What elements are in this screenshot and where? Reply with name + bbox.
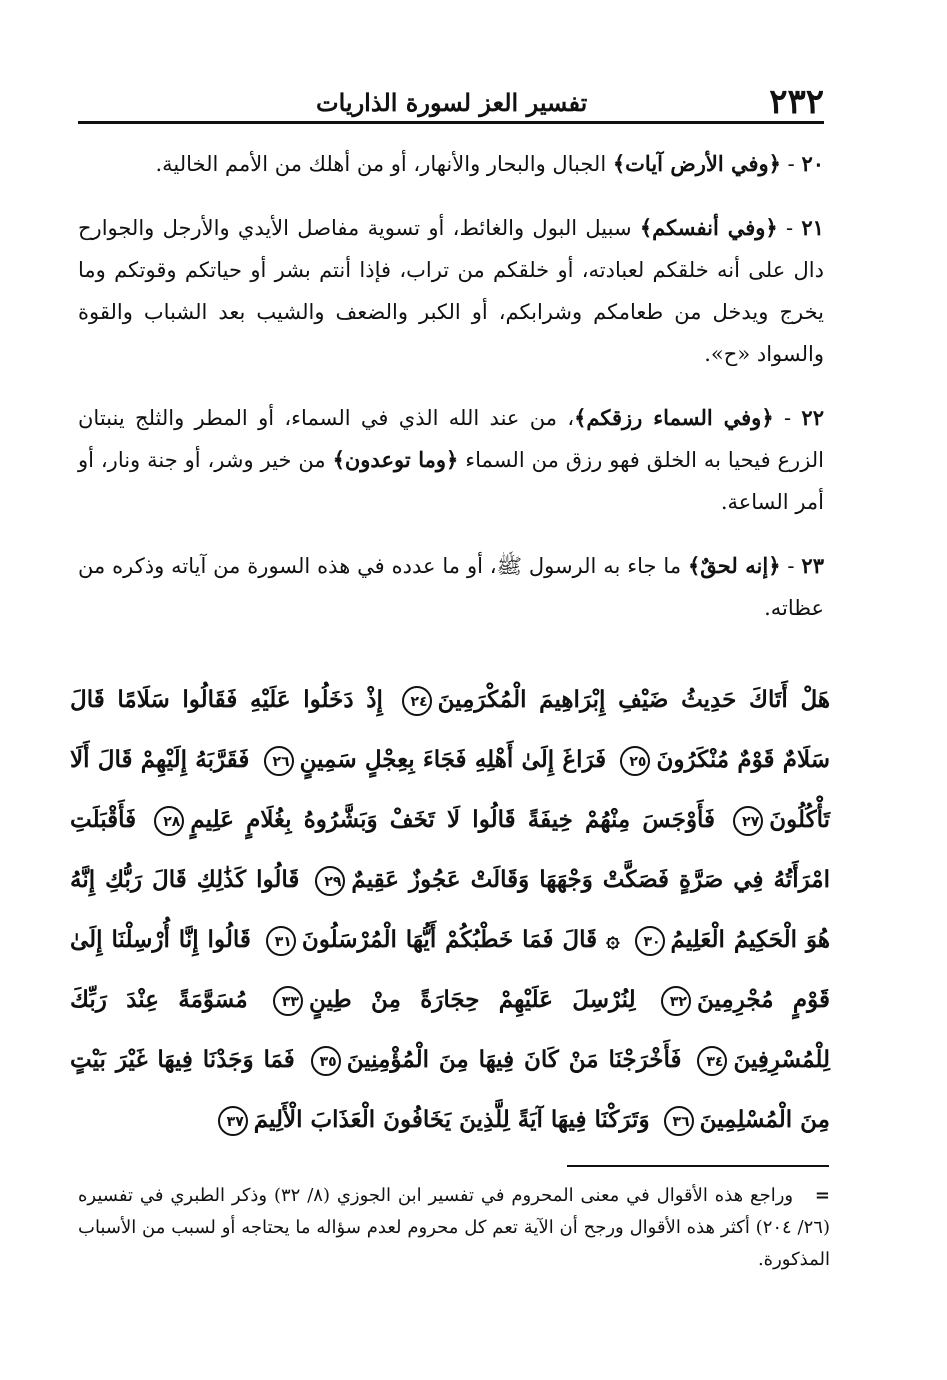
ayah-number-mark: ٢٧ bbox=[733, 806, 763, 836]
entry-text: سبيل البول والغائط، أو تسوية مفاصل الأيدي والأرجل والجوارح دال على أنه خلقكم لعبادته، أو خلقكم من تراب، فإذا أنتم بشر أو حياتكم وقوتكم وما يخرج ويدخل من طعامكم وشرابكم، أو الكبر والضعف والشيب بعد الشباب والقوة والسواد «ح». bbox=[78, 216, 824, 366]
entry-dash: - bbox=[780, 554, 795, 578]
entry-quote: ﴿وفي أنفسكم﴾ bbox=[639, 215, 778, 240]
entry-23 bbox=[78, 545, 824, 629]
footnote-continuation-marker: = bbox=[814, 1185, 830, 1206]
ayah-text: فَمَا وَجَدْنَا فِيهَا غَيْرَ بَيْتٍ مِنَ الْمُسْلِمِينَ bbox=[70, 1046, 830, 1133]
ayah-number-mark: ٣٦ bbox=[664, 1106, 694, 1136]
ayah-text: قَالُوا كَذَٰلِكِ قَالَ رَبُّكِ إِنَّهُ هُوَ الْحَكِيمُ الْعَلِيمُ bbox=[70, 866, 830, 953]
ayah-number-mark: ٣٠ bbox=[635, 926, 665, 956]
ayah-text: وَتَرَكْنَا فِيهَا آيَةً لِلَّذِينَ يَخَافُونَ الْعَذَابَ الْأَلِيمَ bbox=[253, 1106, 650, 1133]
page-header bbox=[78, 78, 824, 124]
quran-passage bbox=[70, 670, 830, 1150]
ayah-text: فَأَخْرَجْنَا مَنْ كَانَ فِيهَا مِنَ الْمُؤْمِنِينَ bbox=[346, 1046, 682, 1073]
entry-dash: - bbox=[780, 152, 795, 176]
ayah-text: فَقَرَّبَهُ إِلَيْهِمْ قَالَ أَلَا تَأْكُلُونَ bbox=[70, 746, 830, 833]
ayah-text: هَلْ أَتَاكَ حَدِيثُ ضَيْفِ إِبْرَاهِيمَ الْمُكْرَمِينَ bbox=[437, 686, 831, 713]
ayah-text: لِنُرْسِلَ عَلَيْهِمْ حِجَارَةً مِنْ طِينٍ bbox=[308, 986, 636, 1013]
commentary-body bbox=[78, 143, 824, 651]
ayah-text: إِذْ دَخَلُوا عَلَيْهِ فَقَالُوا سَلَامًا قَالَ سَلَامٌ قَوْمٌ مُنْكَرُونَ bbox=[70, 686, 830, 773]
header-rule bbox=[78, 121, 824, 124]
entry-quote-secondary: ﴿وما توعدون﴾ bbox=[332, 447, 459, 472]
ayah-number-mark: ٢٥ bbox=[620, 746, 650, 776]
footnote bbox=[78, 1180, 830, 1276]
ayah-text: قَالُوا إِنَّا أُرْسِلْنَا إِلَىٰ قَوْمٍ مُجْرِمِينَ bbox=[70, 926, 831, 1013]
entry-text: الجبال والبحار والأنهار، أو من أهلك من الأمم الخالية. bbox=[155, 152, 607, 176]
ayah-text: ۞ قَالَ فَمَا خَطْبُكُمْ أَيُّهَا الْمُرْسَلُونَ bbox=[301, 926, 620, 953]
ayah-text: مُسَوَّمَةً عِنْدَ رَبِّكَ لِلْمُسْرِفِينَ bbox=[70, 986, 831, 1073]
ayah-number-mark: ٢٨ bbox=[154, 806, 184, 836]
entry-text: ، من عند الله الذي في السماء، أو المطر والثلج ينبتان الزرع فيحيا به الخلق فهو رزق من السماء bbox=[78, 406, 825, 472]
ayah-number-mark: ٢٤ bbox=[402, 686, 432, 716]
running-title: تفسير العز لسورة الذاريات bbox=[316, 88, 588, 117]
ayah-number-mark: ٣٥ bbox=[311, 1046, 341, 1076]
footnote-text: وراجع هذه الأقوال في معنى المحروم في تفسير ابن الجوزي (٨/ ٣٢) وذكر الطبري في تفسيره (٢٦/ ٢٠٤) أكثر هذه الأقوال ورجح أن الآية تعم كل محروم لعدم سؤاله ما يحتاجه أو لسبب من الأسباب المذكورة. bbox=[78, 1185, 830, 1270]
footnote-rule bbox=[567, 1165, 829, 1167]
entry-dash: - bbox=[773, 406, 792, 430]
entry-text: ما جاء به الرسول ﷺ، أو ما عدده في هذه السورة من آياته وذكره من عظاته. bbox=[78, 554, 824, 620]
entry-20 bbox=[78, 143, 824, 185]
entry-text-secondary: من خير وشر، أو جنة ونار، أو أمر الساعة. bbox=[78, 448, 824, 514]
entry-number: ٢٣ bbox=[801, 553, 824, 578]
ayah-text: فَأَوْجَسَ مِنْهُمْ خِيفَةً قَالُوا لَا تَخَفْ وَبَشَّرُوهُ بِغُلَامٍ عَلِيمٍ bbox=[190, 806, 716, 833]
entry-number: ٢٠ bbox=[801, 151, 824, 176]
ayah-text: فَأَقْبَلَتِ امْرَأَتُهُ فِي صَرَّةٍ فَصَكَّتْ وَجْهَهَا وَقَالَتْ عَجُوزٌ عَقِيمٌ bbox=[70, 806, 830, 893]
entry-21 bbox=[78, 207, 824, 375]
ayah-number-mark: ٣٣ bbox=[273, 986, 303, 1016]
ayah-number-mark: ٢٩ bbox=[315, 866, 345, 896]
ayah-number-mark: ٣١ bbox=[266, 926, 296, 956]
entry-dash: - bbox=[777, 216, 794, 240]
page-number: ٢٣٢ bbox=[769, 82, 824, 122]
entry-22 bbox=[78, 397, 824, 523]
entry-quote: ﴿وفي الأرض آيات﴾ bbox=[612, 151, 781, 176]
ayah-number-mark: ٣٢ bbox=[661, 986, 691, 1016]
ayah-number-mark: ٣٤ bbox=[697, 1046, 727, 1076]
entry-number: ٢٢ bbox=[801, 405, 824, 430]
entry-quote: ﴿وفي السماء رزقكم﴾ bbox=[574, 405, 774, 430]
ayah-number-mark: ٢٦ bbox=[264, 746, 294, 776]
ayah-number-mark: ٣٧ bbox=[218, 1106, 248, 1136]
ayah-text: فَرَاغَ إِلَىٰ أَهْلِهِ فَجَاءَ بِعِجْلٍ سَمِينٍ bbox=[299, 746, 607, 773]
entry-quote: ﴿إنه لحقٌ﴾ bbox=[687, 553, 781, 578]
entry-number: ٢١ bbox=[801, 215, 824, 240]
